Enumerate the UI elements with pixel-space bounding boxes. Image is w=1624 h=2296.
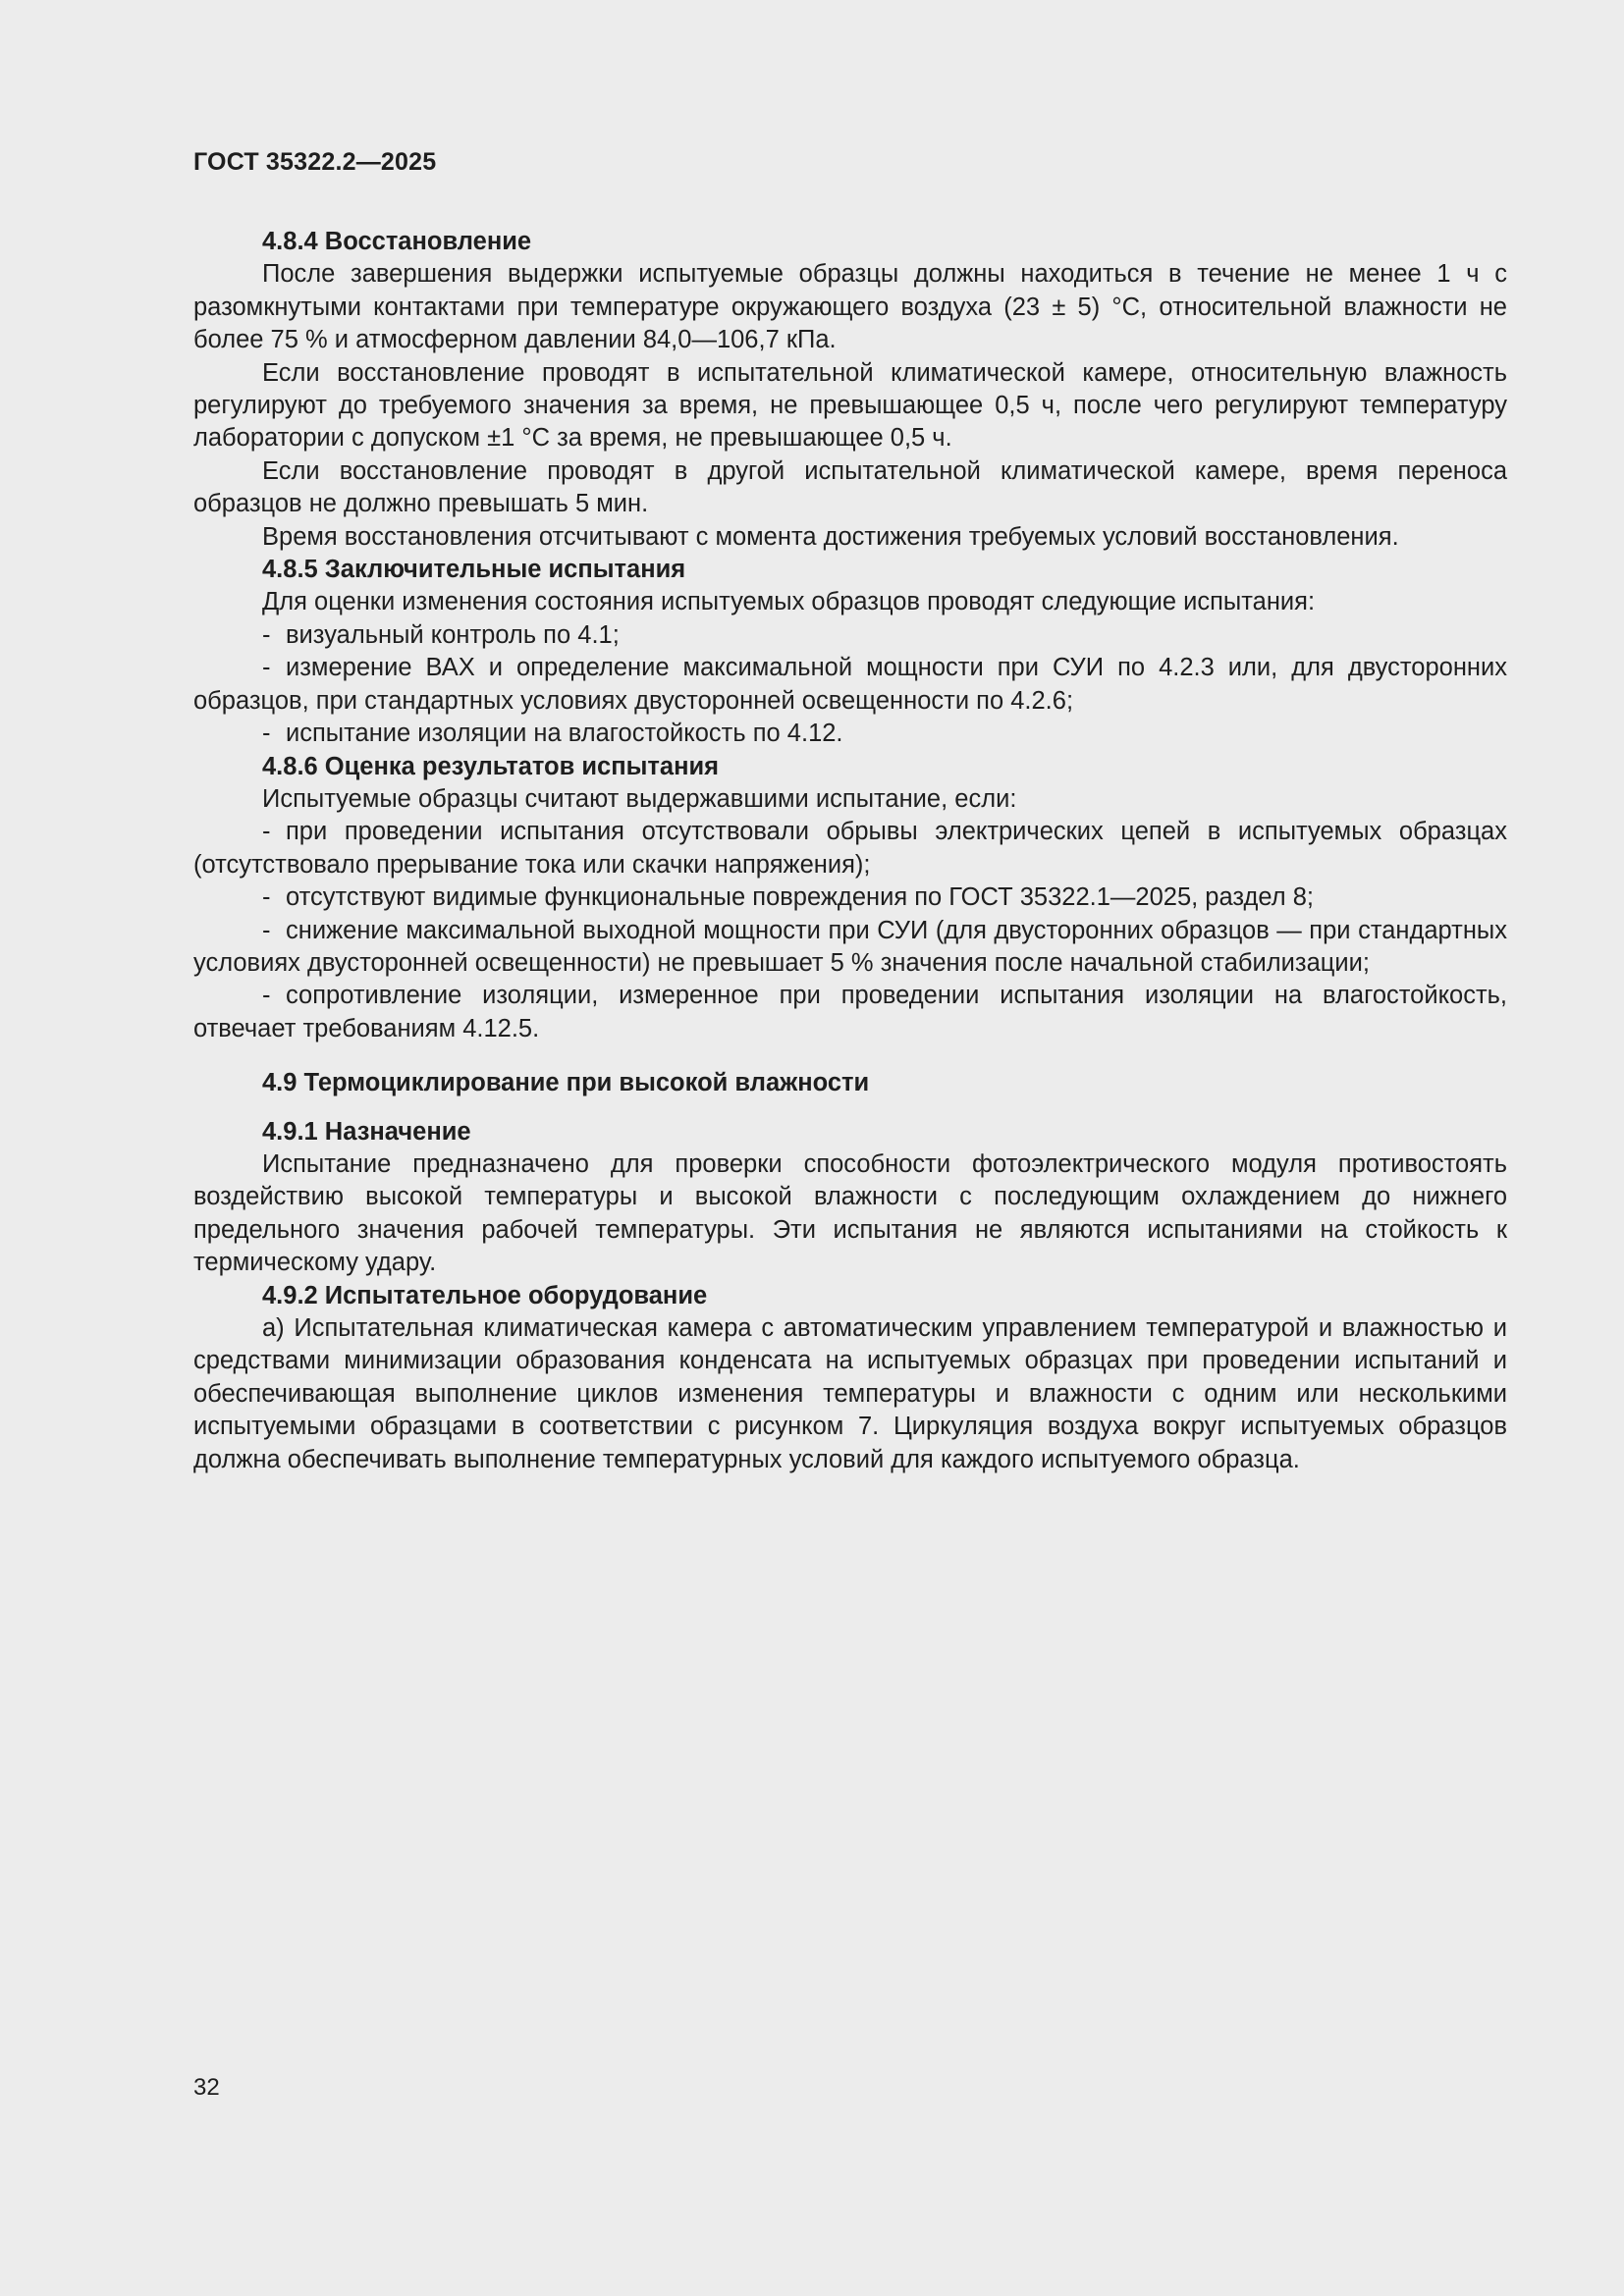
paragraph: Для оценки изменения состояния испытуемых образцов проводят следующие испытания: <box>262 588 1316 616</box>
list-item <box>193 718 1507 750</box>
list-item <box>193 652 1507 718</box>
list-item-text: при проведении испытания отсутствовали обрывы электрических цепей в испытуемых образцах (отсутствовало прерывание тока или скачки напряжения); <box>193 818 1507 879</box>
document-code-header: ГОСТ 35322.2—2025 <box>193 148 437 176</box>
paragraph: После завершения выдержки испытуемые образцы должны находиться в течение не менее 1 ч с разомкнутыми контактами при температуре окружающего воздуха (23 ± 5) °С, относительной влажности не более 75 % и атмосферном давлении 84,0—106,7 кПа. <box>193 260 1507 354</box>
list-dash: - <box>262 916 271 944</box>
list-item <box>193 881 1507 914</box>
section-4-9-heading: 4.9 Термоциклирование при высокой влажности <box>262 1069 870 1097</box>
list-dash: - <box>262 982 271 1010</box>
clause-4-9-1-heading: 4.9.1 Назначение <box>262 1117 471 1146</box>
list-item-text: испытание изоляции на влагостойкость по 4.12. <box>286 720 843 748</box>
list-dash: - <box>262 883 271 912</box>
document-body <box>193 226 1507 1476</box>
list-dash: - <box>262 818 271 846</box>
clause-4-8-5-heading: 4.8.5 Заключительные испытания <box>262 556 686 584</box>
list-item <box>193 915 1507 981</box>
paragraph: Время восстановления отсчитывают с момента достижения требуемых условий восстановления. <box>262 522 1399 551</box>
list-item-text: измерение ВАХ и определение максимальной мощности при СУИ по 4.2.3 или, для двусторонних образцов, при стандартных условиях двусторонней освещенности по 4.2.6; <box>193 654 1507 715</box>
clause-4-8-6-heading: 4.8.6 Оценка результатов испытания <box>262 752 720 780</box>
paragraph: Испытуемые образцы считают выдержавшими испытание, если: <box>262 784 1017 813</box>
clause-4-8-4-heading: 4.8.4 Восстановление <box>262 228 532 255</box>
list-item <box>193 619 1507 652</box>
list-item <box>193 980 1507 1045</box>
paragraph: Если восстановление проводят в испытательной климатической камере, относительную влажность регулируют до требуемого значения за время, не превышающее 0,5 ч, после чего регулируют температуру лаборатории с допуском ±1 °С за время, не превышающее 0,5 ч. <box>193 358 1507 453</box>
list-item-text: визуальный контроль по 4.1; <box>286 620 620 649</box>
list-dash: - <box>262 654 271 682</box>
list-item-text: отсутствуют видимые функциональные повреждения по ГОСТ 35322.1—2025, раздел 8; <box>286 883 1314 912</box>
list-dash: - <box>262 720 271 748</box>
paragraph: Испытание предназначено для проверки способности фотоэлектрического модуля противостоять воздействию высокой температуры и высокой влажности с последующим охлаждением до нижнего предельного значения рабочей температуры. Эти испытания не являются испытаниями на стойкость к термическому удару. <box>193 1149 1507 1277</box>
list-item-text: снижение максимальной выходной мощности при СУИ (для двусторонних образцов — при стандартных условиях двусторонней освещенности) не превышает 5 % значения после начальной стабилизации; <box>193 916 1507 977</box>
list-item-text: сопротивление изоляции, измеренное при проведении испытания изоляции на влагостойкость, отвечает требованиям 4.12.5. <box>193 982 1507 1042</box>
list-dash: - <box>262 620 271 649</box>
paragraph: Если восстановление проводят в другой испытательной климатической камере, время переноса образцов не должно превышать 5 мин. <box>193 456 1507 518</box>
page-number: 32 <box>193 2074 220 2101</box>
list-item <box>193 816 1507 881</box>
paragraph: а) Испытательная климатическая камера с автоматическим управлением температурой и влажностью и средствами минимизации образования конденсата на испытуемых образцах при проведении испытаний и обеспечивающая выполнение циклов изменения температуры и влажности с одним или несколькими испытуемыми образцами в соответствии с рисунком 7. Циркуляция воздуха вокруг испытуемых образцов должна обеспечивать выполнение температурных условий для каждого испытуемого образца. <box>193 1314 1507 1473</box>
clause-4-9-2-heading: 4.9.2 Испытательное оборудование <box>262 1281 708 1309</box>
